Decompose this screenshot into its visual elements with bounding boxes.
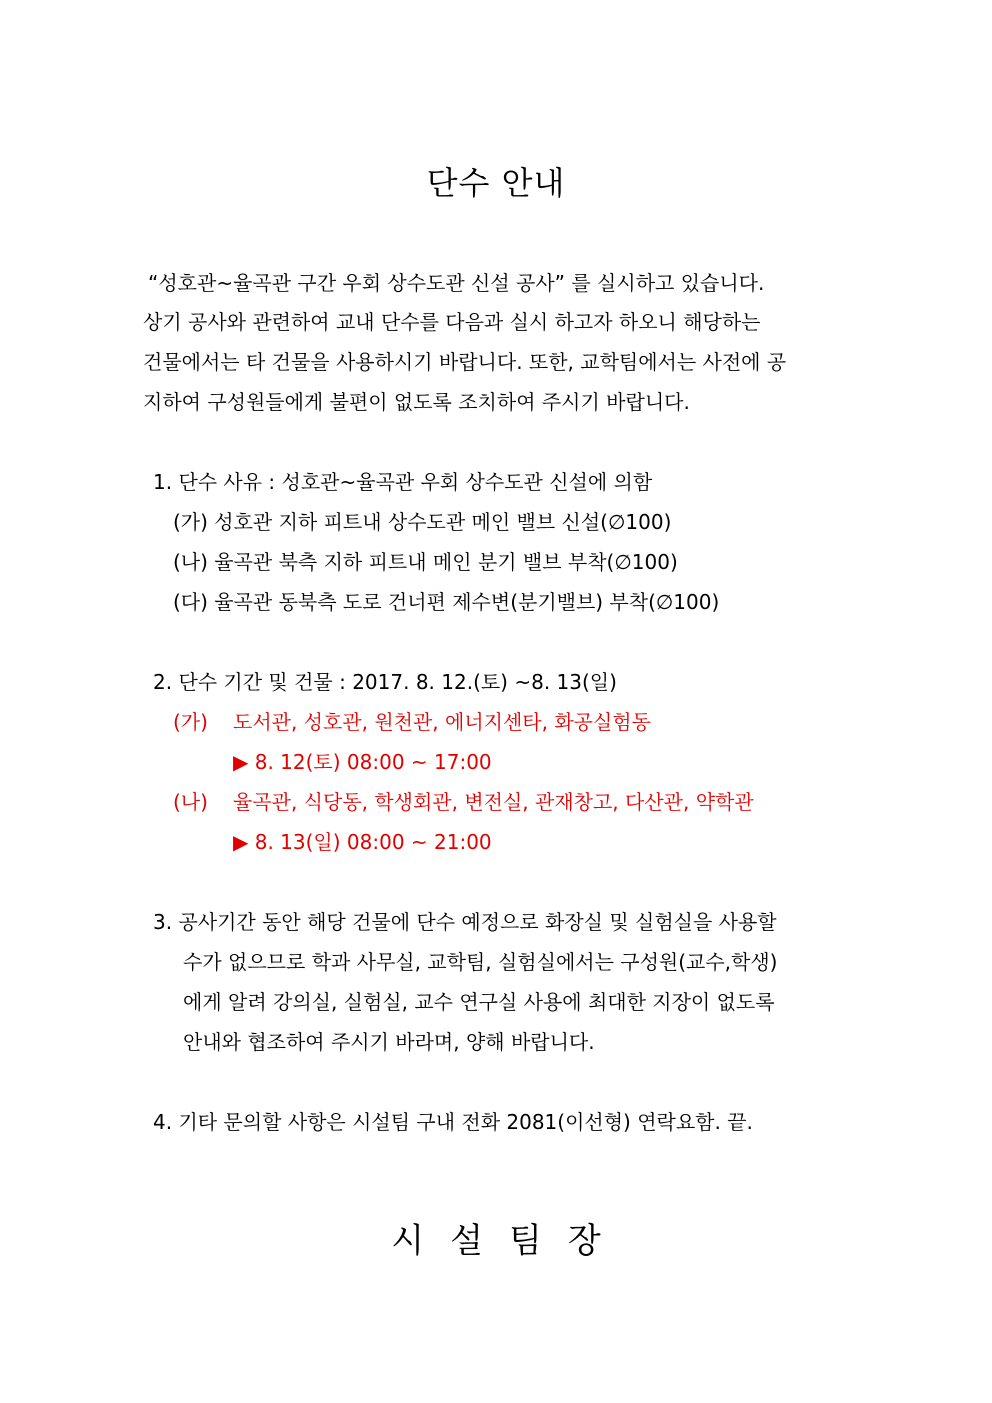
section-1-heading: 1. 단수 사유 : 성호관~율곡관 우회 상수도관 신설에 의함 bbox=[153, 470, 653, 494]
section-2-heading: 2. 단수 기간 및 건물 : 2017. 8. 12.(토) ~8. 13(일) bbox=[153, 670, 617, 694]
intro-line-1: “성호관~율곡관 구간 우회 상수도관 신설 공사” 를 실시하고 있습니다. bbox=[148, 271, 765, 295]
section-1-item-c: (다) 율곡관 동북측 도로 건너편 제수변(분기밸브) 부착(∅100) bbox=[173, 590, 720, 614]
intro-line-4: 지하여 구성원들에게 불편이 없도록 조치하여 주시기 바랍니다. bbox=[143, 390, 690, 414]
section-4-line: 4. 기타 문의할 사항은 시설팀 구내 전화 2081(이선형) 연락요함. 끝. bbox=[153, 1110, 753, 1134]
intro-line-3: 건물에서는 타 건물을 사용하시기 바랍니다. 또한, 교학팀에서는 사전에 공 bbox=[143, 350, 787, 374]
intro-line-2: 상기 공사와 관련하여 교내 단수를 다음과 실시 하고자 하오니 해당하는 bbox=[143, 310, 761, 334]
section-1-item-b: (나) 율곡관 북측 지하 피트내 메인 분기 밸브 부착(∅100) bbox=[173, 550, 678, 574]
section-3-line-2: 수가 없으므로 학과 사무실, 교학팀, 실험실에서는 구성원(교수,학생) bbox=[183, 950, 778, 974]
section-3-line-4: 안내와 협조하여 주시기 바라며, 양해 바랍니다. bbox=[183, 1030, 595, 1054]
section-2-group-a-label: (가) bbox=[173, 710, 208, 734]
section-1-item-a: (가) 성호관 지하 피트내 상수도관 메인 밸브 신설(∅100) bbox=[173, 510, 672, 534]
section-2-group-a-time: ▶ 8. 12(토) 08:00 ~ 17:00 bbox=[233, 750, 492, 774]
section-2-group-b-buildings: 율곡관, 식당동, 학생회관, 변전실, 관재창고, 다산관, 약학관 bbox=[233, 790, 754, 814]
section-3-line-3: 에게 알려 강의실, 실험실, 교수 연구실 사용에 최대한 지장이 없도록 bbox=[183, 990, 775, 1014]
section-3-line-1: 3. 공사기간 동안 해당 건물에 단수 예정으로 화장실 및 실험실을 사용할 bbox=[153, 910, 777, 934]
section-2-group-a-buildings: 도서관, 성호관, 원천관, 에너지센타, 화공실험동 bbox=[233, 710, 651, 734]
section-2-group-b-label: (나) bbox=[173, 790, 208, 814]
section-2-group-b-time: ▶ 8. 13(일) 08:00 ~ 21:00 bbox=[233, 830, 492, 854]
document-title: 단수 안내 bbox=[426, 164, 566, 202]
signature: 시설팀장 bbox=[391, 1221, 627, 1261]
